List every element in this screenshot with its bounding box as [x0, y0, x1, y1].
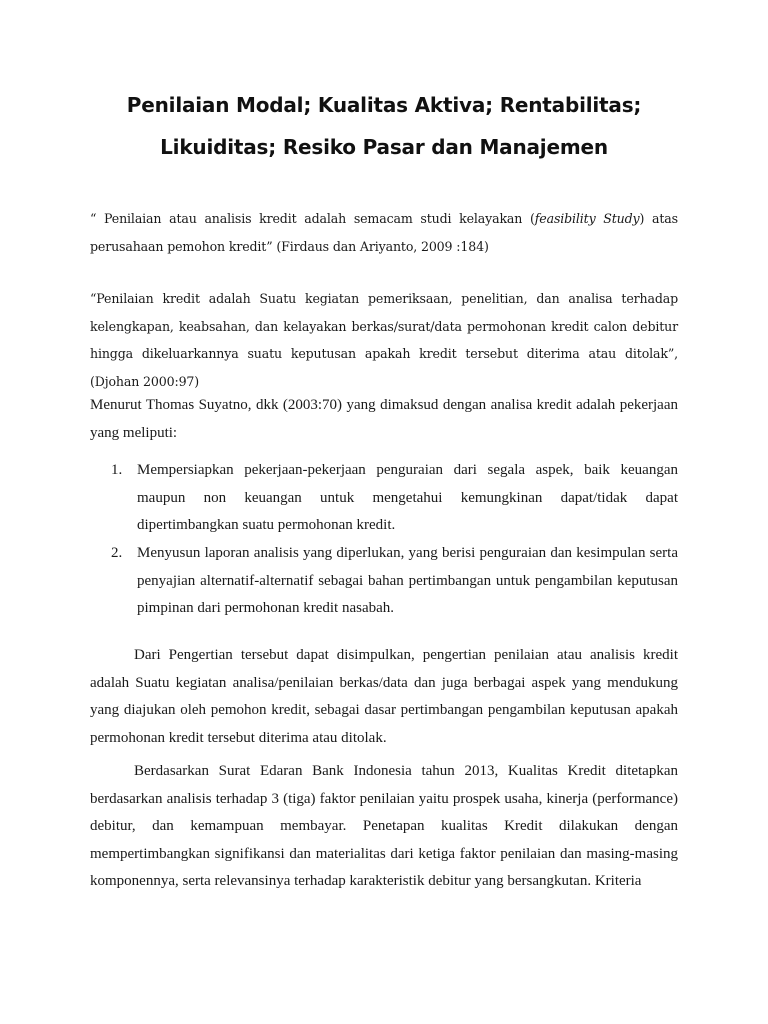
quote-firdaus — [90, 205, 678, 260]
quote-firdaus-text: “ Penilaian atau analisis kredit adalah semacam studi kelayakan ( — [90, 211, 535, 226]
intro-paragraph: Menurut Thomas Suyatno, dkk (2003:70) yang dimaksud dengan analisa kredit adalah pekerjaan yang meliputi: — [90, 397, 678, 441]
bank-indonesia-paragraph: Berdasarkan Surat Edaran Bank Indonesia tahun 2013, Kualitas Kredit ditetapkan berdasarkan analisis terhadap 3 (tiga) faktor penilaian yaitu prospek usaha, kinerja (performance) debitur, dan kemampuan membayar. Penetapan kualitas Kredit dilakukan dengan mempertimbangkan signifikansi dan materialitas dari ketiga faktor penilaian dan masing-masing komponennya, serta relevansinya terhadap karakteristik debitur yang bersangkutan. Kriteria — [90, 763, 678, 889]
list-item-text: Menyusun laporan analisis yang diperlukan, yang berisi penguraian dan kesimpulan serta penyajian alternatif-alternatif sebagai bahan pertimbangan untuk pengambilan keputusan pimpinan dari permohonan kredit nasabah. — [137, 545, 678, 616]
list-item — [90, 457, 678, 540]
list-number: 1. — [111, 462, 123, 478]
quote-firdaus-text-end: ) atas perusahaan pemohon kredit” (Firdaus dan Ariyanto, 2009 :184) — [90, 211, 678, 254]
conclusion-paragraph: Dari Pengertian tersebut dapat disimpulkan, pengertian penilaian atau analisis kredit adalah Suatu kegiatan analisa/penilaian berkas/data dan juga berbagai aspek yang mendukung yang diajukan oleh pemohon kredit, sebagai dasar pertimbangan pengambilan keputusan apakah permohonan kredit tersebut diterima atau ditolak. — [90, 647, 678, 746]
document-title-line-2: Likuiditas; Resiko Pasar dan Manajemen — [160, 135, 608, 159]
quote-djohan: “Penilaian kredit adalah Suatu kegiatan pemeriksaan, penelitian, dan analisa terhadap kelengkapan, keabsahan, dan kelayakan berkas/surat/data permohonan kredit calon debitur hingga dikeluarkannya suatu keputusan apakah kredit tersebut diterima atau ditolak”, (Djohan 2000:97) — [90, 291, 678, 389]
quote-firdaus-emphasis: feasibility Study — [534, 211, 640, 226]
analysis-list — [90, 457, 678, 540]
list-item — [90, 540, 678, 623]
document-title-line-1: Penilaian Modal; Kualitas Aktiva; Rentabilitas; — [126, 93, 642, 117]
analysis-list-continued — [90, 540, 678, 623]
list-item-text: Mempersiapkan pekerjaan-pekerjaan penguraian dari segala aspek, baik keuangan maupun non keuangan untuk mengetahui kemungkinan dapat/tidak dapat dipertimbangkan suatu permohonan kredit. — [137, 462, 678, 533]
list-number: 2. — [111, 545, 123, 561]
